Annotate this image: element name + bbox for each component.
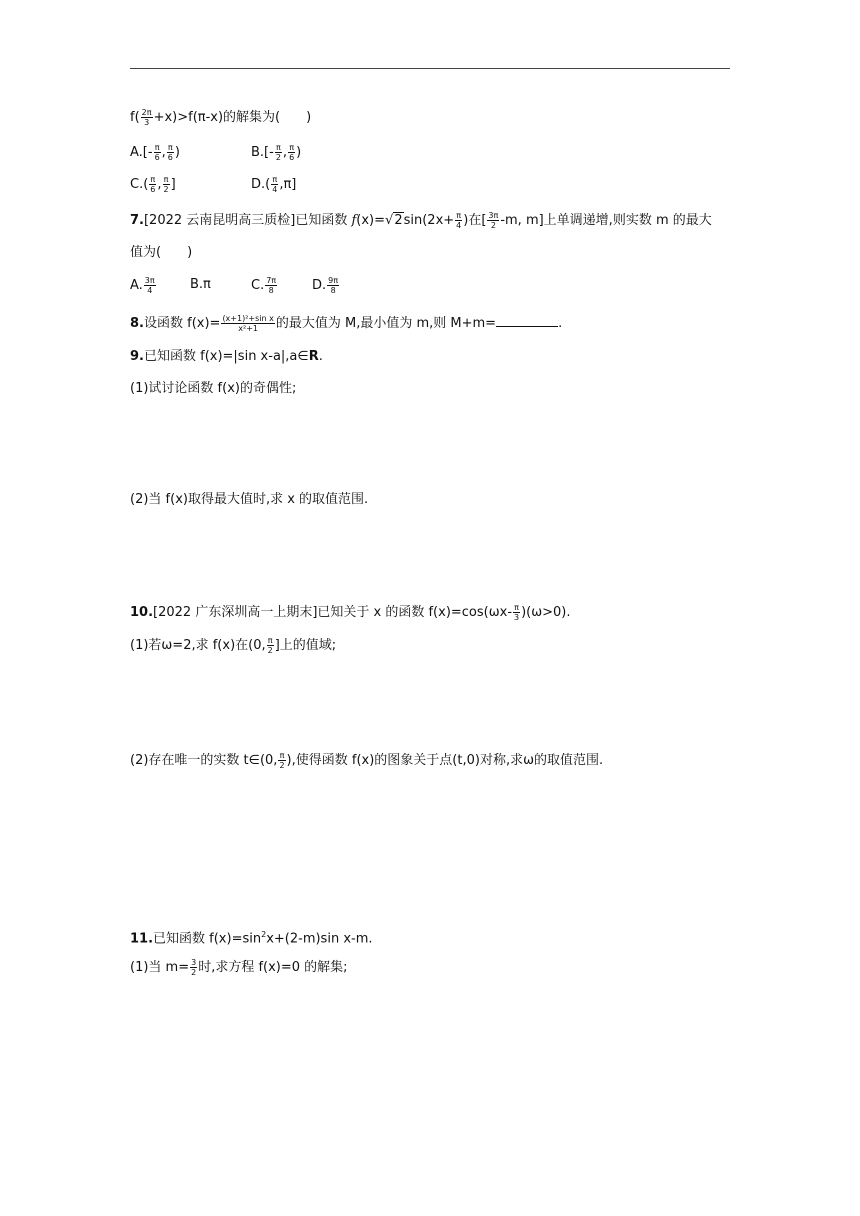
q11-part1: (1)当 m= $\frac{3}{2}$ 时,求方程 f(x)=0 的解集; (130, 958, 348, 977)
fraction: $\frac{\text{(x+1)²+sin x}}{\text{x²+1}}$ (222, 314, 274, 333)
q9-part2: (2)当 f(x)取得最大值时,求 x 的取值范围. (130, 492, 369, 507)
q6-option-a[interactable]: A.[- $\frac{\pi}{6}$ , $\frac{\pi}{6}$ ) (130, 143, 180, 162)
q7-option-b[interactable]: B.π (190, 277, 211, 292)
q6-stem: f( $\frac{2\pi}{3}$ +x)>f(π-x)的解集为( ) (130, 108, 312, 127)
q7-option-d[interactable]: D. $\frac{9\pi}{8}$ (312, 276, 339, 295)
answer-blank[interactable] (496, 314, 558, 327)
q7-option-a[interactable]: A. $\frac{3\pi}{4}$ (130, 276, 155, 295)
q6-option-d[interactable]: D.( $\frac{\pi}{4}$ ,π] (251, 175, 297, 194)
q7-option-c[interactable]: C. $\frac{7\pi}{8}$ (251, 276, 277, 295)
q10-stem: 10.[2022 广东深圳高一上期末]已知关于 x 的函数 f(x)=cos(ωx- $\frac{\pi}{3}$ )(ω>0). (130, 603, 571, 622)
q10-part1: (1)若ω=2,求 f(x)在(0, $\frac{\pi}{2}$ ]上的值域; (130, 636, 337, 655)
fraction: $\frac{2\pi}{3}$ (141, 108, 152, 127)
q6-option-c[interactable]: C.( $\frac{\pi}{6}$ , $\frac{\pi}{2}$ ] (130, 175, 176, 194)
q10-part2: (2)存在唯一的实数 t∈(0, $\frac{\pi}{2}$ ),使得函数 f(x)的图象关于点(t,0)对称,求ω的取值范围. (130, 751, 604, 770)
q11-stem: 11.已知函数 $f(x)=\sin^2x+(2-m)\sin$ x-m. (130, 930, 373, 947)
q7-stem: 7.[2022 云南昆明高三质检]已知函数 f(x)=√2sin(2x+ $\frac{\pi}{4}$ )在[ $\frac{3\pi}{2}$ -m, m]上单调递增,则实数 m 的最大 (130, 211, 712, 230)
header-rule (130, 68, 730, 69)
q9-part1: (1)试讨论函数 f(x)的奇偶性; (130, 381, 297, 396)
q9-stem: 9.已知函数 f(x)=|sin x-a|,a∈R. (130, 349, 323, 364)
q6-option-b[interactable]: B.[- $\frac{\pi}{2}$ , $\frac{\pi}{6}$ ) (251, 143, 302, 162)
q8-stem: 8.设函数 f(x)= $\frac{\text{(x+1)²+sin x}}{\text{x²+1}}$ 的最大值为 M,最小值为 m,则 M+m= . (130, 314, 563, 333)
q7-stem-line2: 值为( ) (130, 245, 193, 260)
